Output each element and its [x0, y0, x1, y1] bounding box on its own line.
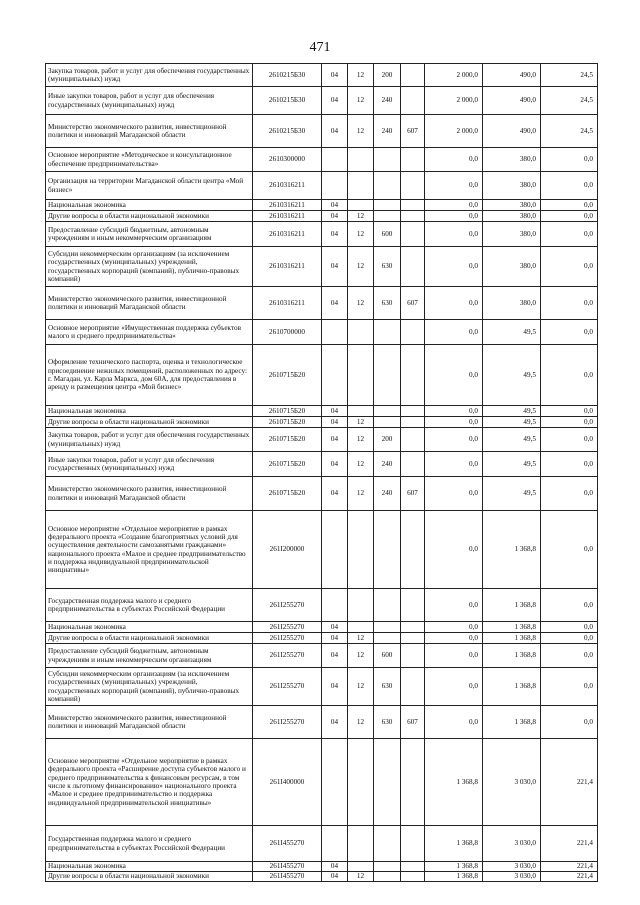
row-section-cell: 04	[322, 211, 348, 222]
row-value-3-cell: 0,0	[541, 428, 598, 452]
row-code-cell: 2610715Б20	[253, 345, 322, 406]
row-name-cell: Основное мероприятие «Методическое и консультационное обеспечение предпринимательства»	[46, 148, 253, 172]
row-expense-type-cell: 630	[374, 668, 401, 706]
row-value-1-cell: 0,0	[425, 417, 483, 428]
row-code-cell: 261I255270	[253, 706, 322, 739]
row-section-cell	[322, 345, 348, 406]
row-section-cell: 04	[322, 406, 348, 417]
row-value-2-cell: 49,5	[483, 477, 541, 511]
row-subsection-cell: 12	[348, 222, 374, 247]
row-subsection-cell	[348, 200, 374, 211]
row-subsection-cell	[348, 862, 374, 872]
row-value-3-cell: 0,0	[541, 622, 598, 633]
table-row	[46, 428, 598, 452]
row-subsection-cell	[348, 320, 374, 345]
row-subsection-cell: 12	[348, 211, 374, 222]
row-value-3-cell: 0,0	[541, 644, 598, 668]
row-subsection-cell	[348, 589, 374, 622]
row-name-cell: Предоставление субсидий бюджетным, автономным учреждениям и иным некоммерческим организациям	[46, 644, 253, 668]
row-name-cell: Субсидии некоммерческим организациям (за исключением государственных (муниципальных) учреждений, государственных корпораций (компаний), публично-правовых компаний)	[46, 668, 253, 706]
row-value-2-cell: 3 030,0	[483, 739, 541, 826]
row-code-cell: 261I255270	[253, 622, 322, 633]
row-code-cell: 2610316211	[253, 247, 322, 287]
row-expense-type-cell: 630	[374, 706, 401, 739]
row-subsection-cell: 12	[348, 872, 374, 882]
row-admin-cell	[401, 345, 425, 406]
row-value-3-cell: 0,0	[541, 417, 598, 428]
row-subsection-cell: 12	[348, 287, 374, 320]
row-value-3-cell: 0,0	[541, 633, 598, 644]
row-section-cell	[322, 826, 348, 862]
row-name-cell: Министерство экономического развития, инвестиционной политики и инноваций Магаданской области	[46, 287, 253, 320]
row-value-2-cell: 1 368,8	[483, 706, 541, 739]
row-section-cell: 04	[322, 417, 348, 428]
row-code-cell: 2610300000	[253, 148, 322, 172]
row-admin-cell	[401, 452, 425, 477]
row-section-cell: 04	[322, 428, 348, 452]
row-admin-cell: 607	[401, 477, 425, 511]
row-section-cell: 04	[322, 87, 348, 115]
row-expense-type-cell	[374, 345, 401, 406]
row-subsection-cell	[348, 739, 374, 826]
row-value-3-cell: 0,0	[541, 247, 598, 287]
row-value-1-cell: 0,0	[425, 200, 483, 211]
row-name-cell: Основное мероприятие «Отдельное мероприятие в рамках федерального проекта «Создание благоприятных условий для осуществления деятельности самозанятыми гражданами» национального проекта «Малое и среднее предпринимательство и поддержка индивидуальной предпринимательской инициативы»	[46, 511, 253, 589]
table-row	[46, 862, 598, 872]
row-section-cell: 04	[322, 222, 348, 247]
row-value-2-cell: 49,5	[483, 406, 541, 417]
row-code-cell: 261I455270	[253, 872, 322, 882]
table-row	[46, 115, 598, 148]
row-admin-cell	[401, 862, 425, 872]
table-row	[46, 633, 598, 644]
table-row	[46, 589, 598, 622]
row-subsection-cell: 12	[348, 87, 374, 115]
row-admin-cell	[401, 222, 425, 247]
row-value-1-cell: 0,0	[425, 477, 483, 511]
row-name-cell: Оформление технического паспорта, оценка и технологическое присоединение нежилых помещений, расположенных по адресу: г. Магадан, ул. Карла Маркса, дом 60А, для предоставления в аренду и размещения центра «Мой бизнес»	[46, 345, 253, 406]
row-expense-type-cell: 200	[374, 64, 401, 87]
row-value-1-cell: 0,0	[425, 345, 483, 406]
row-code-cell: 2610715Б20	[253, 417, 322, 428]
row-value-3-cell: 221,4	[541, 826, 598, 862]
table-row	[46, 477, 598, 511]
row-name-cell: Государственная поддержка малого и среднего предпринимательства в субъектах Российской Федерации	[46, 589, 253, 622]
row-value-2-cell: 49,5	[483, 345, 541, 406]
row-expense-type-cell	[374, 211, 401, 222]
row-value-1-cell: 0,0	[425, 211, 483, 222]
row-expense-type-cell	[374, 826, 401, 862]
row-name-cell: Закупка товаров, работ и услуг для обеспечения государственных (муниципальных) нужд	[46, 64, 253, 87]
row-value-2-cell: 49,5	[483, 417, 541, 428]
row-name-cell: Основное мероприятие «Имущественная поддержка субъектов малого и среднего предпринимательства»	[46, 320, 253, 345]
row-value-3-cell: 0,0	[541, 345, 598, 406]
row-subsection-cell	[348, 826, 374, 862]
page-number: 471	[309, 40, 331, 55]
row-expense-type-cell: 240	[374, 115, 401, 148]
row-value-2-cell: 3 030,0	[483, 862, 541, 872]
row-subsection-cell: 12	[348, 115, 374, 148]
row-value-2-cell: 490,0	[483, 87, 541, 115]
row-name-cell: Государственная поддержка малого и среднего предпринимательства в субъектах Российской Федерации	[46, 826, 253, 862]
row-subsection-cell	[348, 511, 374, 589]
row-value-1-cell: 0,0	[425, 148, 483, 172]
row-code-cell: 2610715Б20	[253, 477, 322, 511]
row-subsection-cell	[348, 406, 374, 417]
row-code-cell: 2610215Б30	[253, 115, 322, 148]
row-name-cell: Другие вопросы в области национальной экономики	[46, 211, 253, 222]
row-value-2-cell: 380,0	[483, 148, 541, 172]
row-name-cell: Национальная экономика	[46, 622, 253, 633]
row-name-cell: Национальная экономика	[46, 200, 253, 211]
row-code-cell: 261I255270	[253, 644, 322, 668]
row-value-2-cell: 490,0	[483, 115, 541, 148]
table-row	[46, 287, 598, 320]
row-expense-type-cell	[374, 320, 401, 345]
row-name-cell: Другие вопросы в области национальной экономики	[46, 417, 253, 428]
row-section-cell	[322, 148, 348, 172]
row-value-3-cell: 0,0	[541, 148, 598, 172]
table-row	[46, 826, 598, 862]
row-value-3-cell: 221,4	[541, 739, 598, 826]
row-admin-cell: 607	[401, 287, 425, 320]
row-value-3-cell: 0,0	[541, 668, 598, 706]
row-subsection-cell	[348, 622, 374, 633]
row-section-cell: 04	[322, 452, 348, 477]
table-row	[46, 148, 598, 172]
row-admin-cell	[401, 87, 425, 115]
row-expense-type-cell	[374, 511, 401, 589]
row-expense-type-cell: 240	[374, 452, 401, 477]
row-expense-type-cell	[374, 200, 401, 211]
row-value-2-cell: 1 368,8	[483, 622, 541, 633]
row-value-1-cell: 0,0	[425, 644, 483, 668]
row-name-cell: Министерство экономического развития, инвестиционной политики и инноваций Магаданской области	[46, 706, 253, 739]
row-value-1-cell: 2 000,0	[425, 115, 483, 148]
row-value-3-cell: 0,0	[541, 477, 598, 511]
row-code-cell: 261I455270	[253, 826, 322, 862]
table-row	[46, 211, 598, 222]
row-value-2-cell: 49,5	[483, 428, 541, 452]
row-subsection-cell: 12	[348, 644, 374, 668]
row-value-2-cell: 1 368,8	[483, 668, 541, 706]
row-name-cell: Организация на территории Магаданской области центра «Мой бизнес»	[46, 172, 253, 200]
row-code-cell: 2610715Б20	[253, 428, 322, 452]
row-name-cell: Другие вопросы в области национальной экономики	[46, 872, 253, 882]
row-value-3-cell: 0,0	[541, 511, 598, 589]
row-expense-type-cell: 600	[374, 222, 401, 247]
row-value-3-cell: 0,0	[541, 589, 598, 622]
row-expense-type-cell: 630	[374, 247, 401, 287]
row-value-2-cell: 49,5	[483, 320, 541, 345]
row-value-1-cell: 1 368,8	[425, 739, 483, 826]
table-row	[46, 406, 598, 417]
budget-table-container	[45, 63, 597, 882]
row-value-1-cell: 2 000,0	[425, 64, 483, 87]
row-admin-cell	[401, 511, 425, 589]
row-section-cell: 04	[322, 200, 348, 211]
row-admin-cell	[401, 872, 425, 882]
row-admin-cell	[401, 826, 425, 862]
row-value-1-cell: 0,0	[425, 589, 483, 622]
row-section-cell: 04	[322, 668, 348, 706]
table-row	[46, 247, 598, 287]
row-section-cell: 04	[322, 706, 348, 739]
row-expense-type-cell: 240	[374, 87, 401, 115]
row-code-cell: 261I400000	[253, 739, 322, 826]
row-expense-type-cell: 630	[374, 287, 401, 320]
row-section-cell	[322, 589, 348, 622]
row-value-3-cell: 0,0	[541, 172, 598, 200]
row-value-1-cell: 0,0	[425, 406, 483, 417]
row-value-1-cell: 0,0	[425, 320, 483, 345]
row-subsection-cell: 12	[348, 247, 374, 287]
row-expense-type-cell	[374, 148, 401, 172]
row-value-2-cell: 3 030,0	[483, 872, 541, 882]
row-value-3-cell: 221,4	[541, 862, 598, 872]
row-section-cell: 04	[322, 633, 348, 644]
row-code-cell: 261I255270	[253, 668, 322, 706]
row-admin-cell	[401, 64, 425, 87]
row-section-cell: 04	[322, 622, 348, 633]
row-admin-cell	[401, 247, 425, 287]
row-expense-type-cell	[374, 633, 401, 644]
row-value-2-cell: 1 368,8	[483, 633, 541, 644]
row-code-cell: 2610215Б30	[253, 87, 322, 115]
row-name-cell: Национальная экономика	[46, 406, 253, 417]
row-subsection-cell: 12	[348, 633, 374, 644]
row-value-1-cell: 0,0	[425, 668, 483, 706]
row-value-1-cell: 0,0	[425, 428, 483, 452]
row-value-2-cell: 1 368,8	[483, 644, 541, 668]
table-row	[46, 668, 598, 706]
table-row	[46, 345, 598, 406]
row-value-3-cell: 0,0	[541, 200, 598, 211]
row-expense-type-cell: 600	[374, 644, 401, 668]
row-value-3-cell: 24,5	[541, 64, 598, 87]
row-code-cell: 261I255270	[253, 633, 322, 644]
row-code-cell: 261I200000	[253, 511, 322, 589]
row-code-cell: 2610215Б30	[253, 64, 322, 87]
row-section-cell	[322, 511, 348, 589]
row-code-cell: 2610700000	[253, 320, 322, 345]
row-expense-type-cell	[374, 589, 401, 622]
row-subsection-cell	[348, 148, 374, 172]
row-name-cell: Предоставление субсидий бюджетным, автономным учреждениям и иным некоммерческим организациям	[46, 222, 253, 247]
row-value-3-cell: 24,5	[541, 87, 598, 115]
row-section-cell: 04	[322, 287, 348, 320]
row-value-1-cell: 0,0	[425, 172, 483, 200]
row-subsection-cell: 12	[348, 428, 374, 452]
table-row	[46, 872, 598, 882]
row-admin-cell	[401, 211, 425, 222]
table-row	[46, 200, 598, 211]
row-section-cell: 04	[322, 115, 348, 148]
table-row	[46, 417, 598, 428]
table-row	[46, 706, 598, 739]
table-body	[46, 64, 598, 882]
row-section-cell: 04	[322, 862, 348, 872]
row-subsection-cell: 12	[348, 417, 374, 428]
row-name-cell: Другие вопросы в области национальной экономики	[46, 633, 253, 644]
row-section-cell	[322, 172, 348, 200]
row-name-cell: Министерство экономического развития, инвестиционной политики и инноваций Магаданской области	[46, 477, 253, 511]
row-name-cell: Национальная экономика	[46, 862, 253, 872]
table-row	[46, 64, 598, 87]
row-value-1-cell: 0,0	[425, 452, 483, 477]
row-value-2-cell: 380,0	[483, 172, 541, 200]
table-row	[46, 622, 598, 633]
row-value-1-cell: 0,0	[425, 706, 483, 739]
table-row	[46, 172, 598, 200]
row-value-3-cell: 0,0	[541, 406, 598, 417]
row-value-3-cell: 221,4	[541, 872, 598, 882]
row-admin-cell: 607	[401, 115, 425, 148]
row-value-3-cell: 0,0	[541, 211, 598, 222]
row-code-cell: 2610316211	[253, 222, 322, 247]
row-value-1-cell: 0,0	[425, 247, 483, 287]
row-section-cell: 04	[322, 644, 348, 668]
row-admin-cell	[401, 428, 425, 452]
row-value-3-cell: 24,5	[541, 115, 598, 148]
row-code-cell: 2610715Б20	[253, 406, 322, 417]
row-subsection-cell: 12	[348, 64, 374, 87]
row-value-2-cell: 380,0	[483, 287, 541, 320]
row-value-1-cell: 2 000,0	[425, 87, 483, 115]
table-row	[46, 739, 598, 826]
row-name-cell: Закупка товаров, работ и услуг для обеспечения государственных (муниципальных) нужд	[46, 428, 253, 452]
row-expense-type-cell	[374, 172, 401, 200]
row-subsection-cell: 12	[348, 477, 374, 511]
row-expense-type-cell: 240	[374, 477, 401, 511]
row-value-3-cell: 0,0	[541, 222, 598, 247]
row-admin-cell	[401, 589, 425, 622]
row-admin-cell	[401, 644, 425, 668]
row-admin-cell	[401, 172, 425, 200]
row-value-3-cell: 0,0	[541, 706, 598, 739]
table-row	[46, 87, 598, 115]
row-admin-cell	[401, 406, 425, 417]
row-code-cell: 2610316211	[253, 172, 322, 200]
row-expense-type-cell	[374, 417, 401, 428]
row-value-3-cell: 0,0	[541, 287, 598, 320]
row-name-cell: Основное мероприятие «Отдельное мероприятие в рамках федерального проекта «Расширение доступа субъектов малого и среднего предпринимательства к финансовым ресурсам, в том числе к льготному финансированию» национального проекта «Малое и среднее предпринимательство и поддержка индивидуальной предпринимательской инициативы»	[46, 739, 253, 826]
row-code-cell: 261I455270	[253, 862, 322, 872]
row-section-cell: 04	[322, 872, 348, 882]
row-code-cell: 2610316211	[253, 200, 322, 211]
row-value-2-cell: 1 368,8	[483, 589, 541, 622]
row-section-cell	[322, 739, 348, 826]
row-value-2-cell: 3 030,0	[483, 826, 541, 862]
budget-table	[45, 63, 598, 882]
row-admin-cell	[401, 668, 425, 706]
row-code-cell: 261I255270	[253, 589, 322, 622]
table-row	[46, 222, 598, 247]
row-section-cell: 04	[322, 477, 348, 511]
row-section-cell	[322, 320, 348, 345]
row-expense-type-cell	[374, 872, 401, 882]
row-value-1-cell: 1 368,8	[425, 872, 483, 882]
row-name-cell: Иные закупки товаров, работ и услуг для обеспечения государственных (муниципальных) нужд	[46, 87, 253, 115]
row-value-2-cell: 380,0	[483, 211, 541, 222]
row-name-cell: Субсидии некоммерческим организациям (за исключением государственных (муниципальных) учреждений, государственных корпораций (компаний), публично-правовых компаний)	[46, 247, 253, 287]
row-expense-type-cell	[374, 739, 401, 826]
row-expense-type-cell: 200	[374, 428, 401, 452]
row-value-2-cell: 380,0	[483, 222, 541, 247]
row-value-1-cell: 0,0	[425, 222, 483, 247]
row-code-cell: 2610316211	[253, 287, 322, 320]
row-value-1-cell: 0,0	[425, 622, 483, 633]
row-admin-cell	[401, 417, 425, 428]
row-value-3-cell: 0,0	[541, 320, 598, 345]
row-value-1-cell: 1 368,8	[425, 862, 483, 872]
row-subsection-cell: 12	[348, 668, 374, 706]
row-subsection-cell: 12	[348, 452, 374, 477]
row-value-1-cell: 0,0	[425, 633, 483, 644]
row-name-cell: Министерство экономического развития, инвестиционной политики и инноваций Магаданской области	[46, 115, 253, 148]
row-value-1-cell: 0,0	[425, 511, 483, 589]
row-section-cell: 04	[322, 247, 348, 287]
row-value-1-cell: 0,0	[425, 287, 483, 320]
table-row	[46, 644, 598, 668]
row-value-2-cell: 380,0	[483, 200, 541, 211]
table-row	[46, 511, 598, 589]
row-value-2-cell: 380,0	[483, 247, 541, 287]
row-admin-cell	[401, 622, 425, 633]
table-row	[46, 320, 598, 345]
row-code-cell: 2610715Б20	[253, 452, 322, 477]
row-subsection-cell	[348, 172, 374, 200]
row-value-2-cell: 49,5	[483, 452, 541, 477]
row-admin-cell	[401, 148, 425, 172]
row-expense-type-cell	[374, 406, 401, 417]
row-code-cell: 2610316211	[253, 211, 322, 222]
row-name-cell: Иные закупки товаров, работ и услуг для обеспечения государственных (муниципальных) нужд	[46, 452, 253, 477]
row-section-cell: 04	[322, 64, 348, 87]
row-expense-type-cell	[374, 622, 401, 633]
row-value-1-cell: 1 368,8	[425, 826, 483, 862]
row-admin-cell: 607	[401, 706, 425, 739]
row-value-3-cell: 0,0	[541, 452, 598, 477]
row-expense-type-cell	[374, 862, 401, 872]
table-row	[46, 452, 598, 477]
row-value-2-cell: 490,0	[483, 64, 541, 87]
row-admin-cell	[401, 633, 425, 644]
row-subsection-cell: 12	[348, 706, 374, 739]
row-value-2-cell: 1 368,8	[483, 511, 541, 589]
row-admin-cell	[401, 739, 425, 826]
row-admin-cell	[401, 320, 425, 345]
row-subsection-cell	[348, 345, 374, 406]
row-admin-cell	[401, 200, 425, 211]
